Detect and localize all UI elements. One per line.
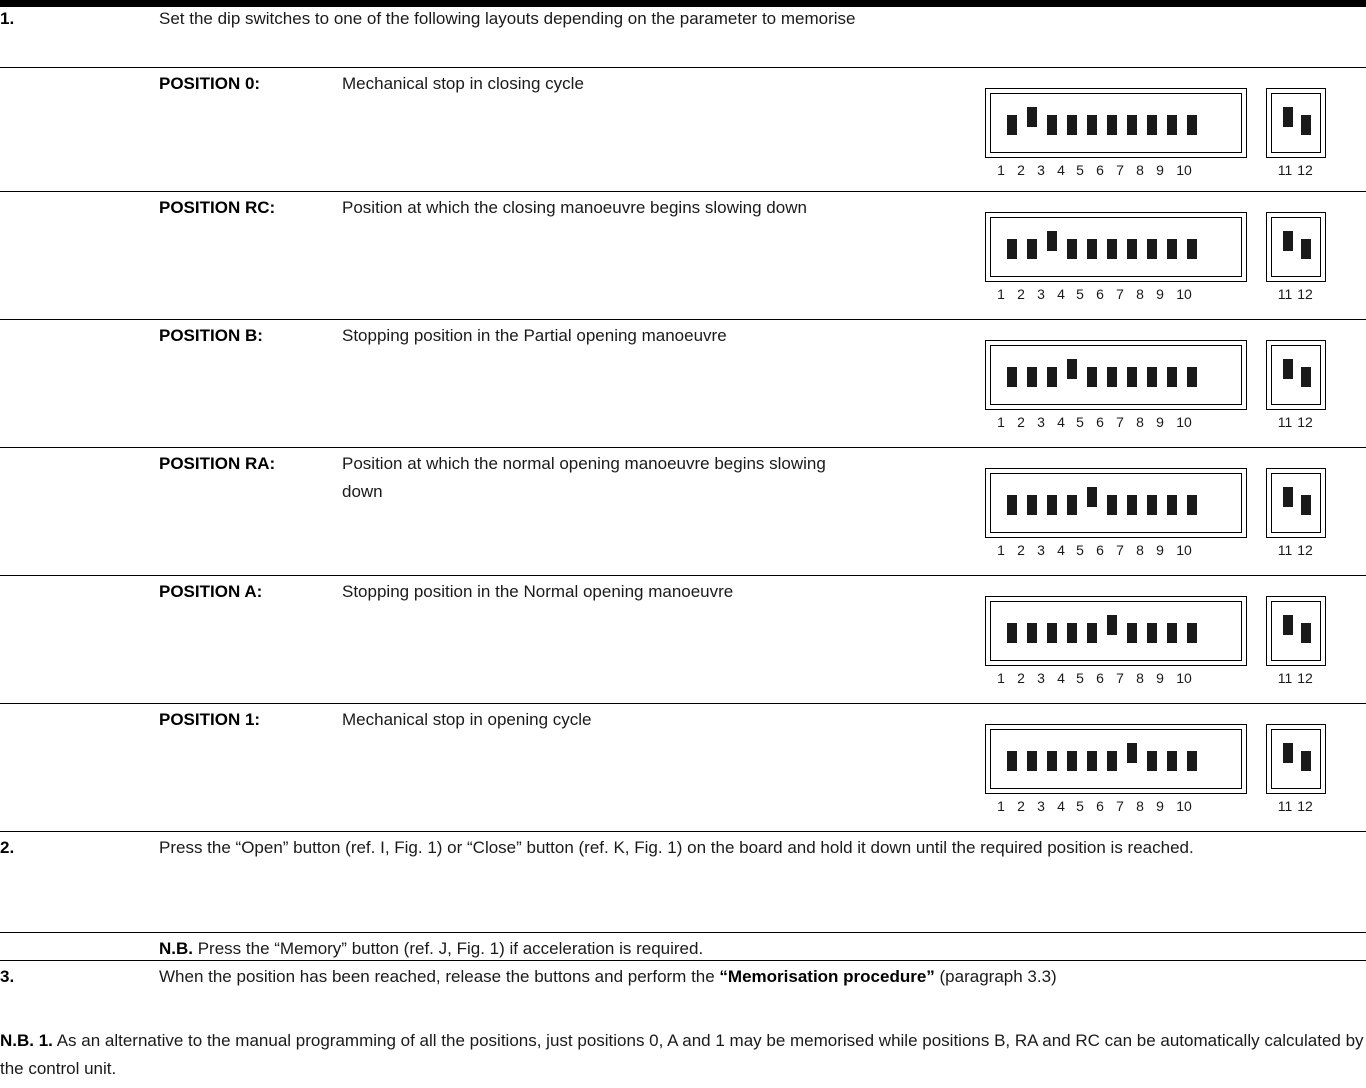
dip-switch-off: [1127, 367, 1137, 387]
dip-switch-off: [1007, 115, 1017, 135]
switch-number-label: 9: [1156, 542, 1164, 558]
dip-switch-off: [1107, 115, 1117, 135]
switch-number-label: 1: [997, 798, 1005, 814]
position-label: POSITION 1:: [159, 710, 261, 729]
note-text: Press the “Memory” button (ref. J, Fig. 1) if acceleration is required.: [193, 939, 704, 958]
dip-switch-diagram: [985, 724, 1326, 844]
switch-number-label: 2: [1017, 162, 1025, 178]
dip-switch-off: [1047, 623, 1057, 643]
switch-bank-11-12: [1266, 596, 1326, 666]
switch-bank-1-10: [985, 468, 1247, 538]
dip-switch-diagram: [985, 596, 1326, 716]
switch-number-label: 3: [1037, 414, 1045, 430]
step-2-note: [159, 939, 703, 959]
switch-number-label: 8: [1136, 414, 1144, 430]
step-2-number: 2.: [0, 838, 15, 857]
switch-number-label: 2: [1017, 542, 1025, 558]
switch-number-label: 5: [1076, 542, 1084, 558]
switch-number-label: 10: [1176, 542, 1192, 558]
dip-switch-off: [1087, 115, 1097, 135]
dip-switch-off: [1127, 623, 1137, 643]
switch-number-label: 5: [1076, 798, 1084, 814]
dip-switch-off: [1067, 115, 1077, 135]
switch-number-label: 9: [1156, 286, 1164, 302]
switch-number-label: 5: [1076, 414, 1084, 430]
dip-switch-off: [1087, 367, 1097, 387]
divider: [0, 932, 1366, 933]
switch-number-label: 7: [1116, 670, 1124, 686]
note-text: As an alternative to the manual programming of all the positions, just positions 0, A and 1 may be memorised while positions B, RA and RC can be automatically calculated by the control unit.: [0, 1031, 1364, 1078]
dip-switch-off: [1167, 367, 1177, 387]
dip-switch-off: [1301, 115, 1311, 135]
dip-switch-off: [1007, 367, 1017, 387]
position-description: Mechanical stop in closing cycle: [342, 74, 584, 93]
switch-number-label: 5: [1076, 286, 1084, 302]
dip-switch-on: [1283, 231, 1293, 251]
dip-switch-off: [1007, 239, 1017, 259]
switch-number-label: 1: [997, 414, 1005, 430]
position-description: Position at which the normal opening manoeuvre begins slowing: [342, 454, 826, 473]
dip-switch-off: [1047, 751, 1057, 771]
dip-switch-diagram: [985, 468, 1326, 588]
switch-bank-1-10: [985, 724, 1247, 794]
dip-switch-on: [1067, 359, 1077, 379]
switch-number-label: 2: [1017, 286, 1025, 302]
note-label: N.B.: [159, 939, 193, 958]
dip-switch-off: [1087, 751, 1097, 771]
top-rule: [0, 0, 1366, 7]
position-description: down: [342, 482, 383, 501]
dip-switch-off: [1127, 115, 1137, 135]
switch-number-label: 8: [1136, 162, 1144, 178]
switch-number-label: 11: [1277, 414, 1293, 430]
switch-number-label: 12: [1297, 670, 1313, 686]
switch-number-label: 11: [1277, 286, 1293, 302]
switch-number-label: 4: [1057, 798, 1065, 814]
switch-number-label: 3: [1037, 798, 1045, 814]
switch-number-label: 6: [1096, 670, 1104, 686]
switch-number-label: 8: [1136, 286, 1144, 302]
dip-switch-off: [1301, 495, 1311, 515]
switch-number-label: 9: [1156, 414, 1164, 430]
dip-switch-off: [1007, 495, 1017, 515]
dip-switch-off: [1301, 623, 1311, 643]
final-note: [0, 1027, 1366, 1083]
switch-number-label: 12: [1297, 414, 1313, 430]
dip-switch-off: [1187, 239, 1197, 259]
dip-switch-off: [1187, 495, 1197, 515]
dip-switch-off: [1087, 239, 1097, 259]
switch-number-label: 7: [1116, 162, 1124, 178]
dip-switch-off: [1007, 623, 1017, 643]
dip-switch-off: [1047, 495, 1057, 515]
switch-number-label: 4: [1057, 542, 1065, 558]
switch-bank-1-10: [985, 212, 1247, 282]
dip-switch-off: [1147, 495, 1157, 515]
position-label: POSITION RA:: [159, 454, 276, 473]
divider: [0, 960, 1366, 961]
switch-number-label: 3: [1037, 670, 1045, 686]
dip-switch-diagram: [985, 340, 1326, 460]
position-description: Mechanical stop in opening cycle: [342, 710, 592, 729]
memorisation-procedure-reference: “Memorisation procedure”: [719, 967, 935, 986]
step-2-text: Press the “Open” button (ref. I, Fig. 1) or “Close” button (ref. K, Fig. 1) on the board and hold it down until the required position is reached.: [159, 838, 1194, 857]
dip-switch-off: [1027, 751, 1037, 771]
step-3-text-start: When the position has been reached, release the buttons and perform the: [159, 967, 720, 986]
switch-bank-frame: [1271, 217, 1321, 277]
position-label: POSITION A:: [159, 582, 263, 601]
dip-switch-off: [1147, 367, 1157, 387]
dip-switch-diagram: [985, 88, 1326, 208]
position-label: POSITION B:: [159, 326, 263, 345]
dip-switch-off: [1147, 623, 1157, 643]
dip-switch-off: [1167, 495, 1177, 515]
switch-number-label: 11: [1277, 542, 1293, 558]
switch-bank-frame: [1271, 93, 1321, 153]
switch-number-label: 3: [1037, 286, 1045, 302]
dip-switch-off: [1107, 751, 1117, 771]
switch-number-label: 7: [1116, 798, 1124, 814]
dip-switch-on: [1087, 487, 1097, 507]
dip-switch-off: [1301, 239, 1311, 259]
switch-number-label: 6: [1096, 286, 1104, 302]
dip-switch-on: [1047, 231, 1057, 251]
divider: [0, 575, 1366, 576]
dip-switch-off: [1027, 367, 1037, 387]
switch-bank-11-12: [1266, 724, 1326, 794]
divider: [0, 319, 1366, 320]
switch-bank-frame: [1271, 345, 1321, 405]
divider: [0, 831, 1366, 832]
dip-switch-off: [1187, 115, 1197, 135]
switch-bank-11-12: [1266, 340, 1326, 410]
dip-switch-off: [1047, 367, 1057, 387]
dip-switch-off: [1047, 115, 1057, 135]
switch-bank-frame: [1271, 601, 1321, 661]
dip-switch-off: [1027, 239, 1037, 259]
switch-number-label: 12: [1297, 162, 1313, 178]
switch-number-label: 4: [1057, 414, 1065, 430]
step-1-text: Set the dip switches to one of the following layouts depending on the parameter to memorise: [159, 9, 856, 28]
switch-number-label: 6: [1096, 542, 1104, 558]
dip-switch-off: [1301, 367, 1311, 387]
position-label: POSITION RC:: [159, 198, 276, 217]
dip-switch-off: [1027, 495, 1037, 515]
switch-number-label: 1: [997, 286, 1005, 302]
switch-number-label: 12: [1297, 286, 1313, 302]
dip-switch-off: [1067, 239, 1077, 259]
switch-number-label: 1: [997, 162, 1005, 178]
dip-switch-off: [1107, 367, 1117, 387]
switch-number-label: 2: [1017, 798, 1025, 814]
divider: [0, 191, 1366, 192]
switch-number-label: 6: [1096, 414, 1104, 430]
switch-number-label: 11: [1277, 798, 1293, 814]
dip-switch-off: [1127, 239, 1137, 259]
switch-number-label: 10: [1176, 286, 1192, 302]
step-1-number: 1.: [0, 9, 15, 28]
dip-switch-off: [1167, 239, 1177, 259]
switch-number-label: 6: [1096, 162, 1104, 178]
dip-switch-on: [1283, 615, 1293, 635]
switch-number-label: 9: [1156, 670, 1164, 686]
switch-number-label: 7: [1116, 414, 1124, 430]
switch-bank-frame: [1271, 473, 1321, 533]
switch-number-label: 10: [1176, 798, 1192, 814]
divider: [0, 67, 1366, 68]
dip-switch-on: [1283, 487, 1293, 507]
switch-number-label: 4: [1057, 286, 1065, 302]
position-label: POSITION 0:: [159, 74, 261, 93]
dip-switch-off: [1107, 239, 1117, 259]
switch-number-label: 10: [1176, 414, 1192, 430]
dip-switch-on: [1107, 615, 1117, 635]
switch-bank-11-12: [1266, 212, 1326, 282]
position-description: Position at which the closing manoeuvre begins slowing down: [342, 198, 807, 217]
switch-number-label: 5: [1076, 670, 1084, 686]
switch-bank-frame: [1271, 729, 1321, 789]
dip-switch-off: [1147, 115, 1157, 135]
switch-number-label: 12: [1297, 542, 1313, 558]
switch-number-label: 7: [1116, 286, 1124, 302]
switch-number-label: 10: [1176, 670, 1192, 686]
switch-number-label: 1: [997, 670, 1005, 686]
dip-switch-off: [1107, 495, 1117, 515]
divider: [0, 447, 1366, 448]
switch-number-label: 7: [1116, 542, 1124, 558]
dip-switch-off: [1147, 239, 1157, 259]
dip-switch-off: [1187, 751, 1197, 771]
switch-number-label: 8: [1136, 670, 1144, 686]
dip-switch-off: [1127, 495, 1137, 515]
switch-number-label: 2: [1017, 670, 1025, 686]
switch-number-label: 12: [1297, 798, 1313, 814]
switch-number-label: 3: [1037, 542, 1045, 558]
note-label: N.B. 1.: [0, 1031, 53, 1050]
switch-number-label: 3: [1037, 162, 1045, 178]
switch-number-label: 9: [1156, 162, 1164, 178]
dip-switch-on: [1283, 107, 1293, 127]
dip-switch-on: [1027, 107, 1037, 127]
step-3-text-end: (paragraph 3.3): [934, 967, 1057, 986]
dip-switch-off: [1147, 751, 1157, 771]
dip-switch-off: [1027, 623, 1037, 643]
dip-switch-off: [1067, 495, 1077, 515]
position-description: Stopping position in the Partial opening manoeuvre: [342, 326, 727, 345]
switch-number-label: 2: [1017, 414, 1025, 430]
dip-switch-diagram: [985, 212, 1326, 332]
switch-bank-1-10: [985, 88, 1247, 158]
switch-bank-11-12: [1266, 88, 1326, 158]
dip-switch-off: [1187, 623, 1197, 643]
switch-number-label: 11: [1277, 670, 1293, 686]
switch-number-label: 6: [1096, 798, 1104, 814]
dip-switch-off: [1167, 623, 1177, 643]
dip-switch-off: [1007, 751, 1017, 771]
dip-switch-off: [1187, 367, 1197, 387]
switch-number-label: 4: [1057, 670, 1065, 686]
switch-number-label: 9: [1156, 798, 1164, 814]
switch-bank-1-10: [985, 340, 1247, 410]
switch-number-label: 5: [1076, 162, 1084, 178]
divider: [0, 703, 1366, 704]
dip-switch-off: [1167, 115, 1177, 135]
dip-switch-off: [1087, 623, 1097, 643]
dip-switch-on: [1283, 743, 1293, 763]
switch-number-label: 10: [1176, 162, 1192, 178]
dip-switch-off: [1301, 751, 1311, 771]
dip-switch-on: [1127, 743, 1137, 763]
switch-number-label: 1: [997, 542, 1005, 558]
switch-bank-1-10: [985, 596, 1247, 666]
dip-switch-off: [1167, 751, 1177, 771]
step-3-text: [159, 967, 1057, 987]
dip-switch-off: [1067, 751, 1077, 771]
position-description: Stopping position in the Normal opening manoeuvre: [342, 582, 734, 601]
switch-number-label: 4: [1057, 162, 1065, 178]
switch-number-label: 11: [1277, 162, 1293, 178]
switch-bank-11-12: [1266, 468, 1326, 538]
switch-number-label: 8: [1136, 542, 1144, 558]
dip-switch-off: [1067, 623, 1077, 643]
switch-number-label: 8: [1136, 798, 1144, 814]
step-3-number: 3.: [0, 967, 15, 986]
dip-switch-on: [1283, 359, 1293, 379]
